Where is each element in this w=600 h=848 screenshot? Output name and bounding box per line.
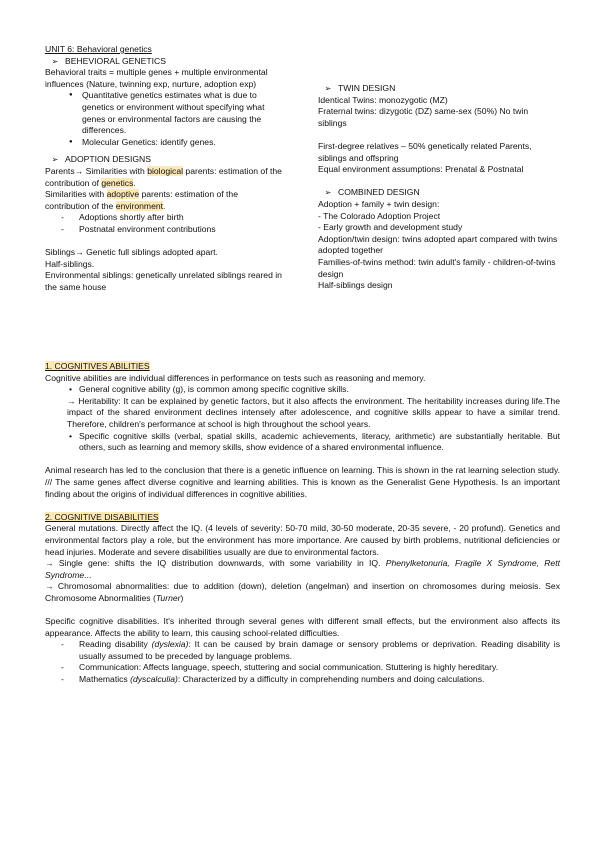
- adoption-parents: Parents→ Similarities with biological parents: estimation of the contribution of genetics.: [45, 165, 282, 188]
- behavioral-heading: ➢ BEHEVIORAL GENETICS: [45, 56, 283, 68]
- list-item: • Specific cognitive skills (verbal, spatial skills, academic achievements, literacy, arithmetic) are substantially heritable. But others, such as learning and memory skills, show evidence of a shared environmental influence.: [69, 431, 560, 454]
- combined-line: - Early growth and development study: [318, 222, 463, 233]
- arrowhead-bullet-icon: ➢: [51, 155, 59, 165]
- list-item: - Mathematics (dyscalculia): Characterized by a difficulty in comprehending numbers and doing calculations.: [61, 674, 560, 686]
- combined-line: Adoption/twin design: twins adopted apart compared with twins adopted together: [318, 233, 558, 256]
- adoption-dash-list: [45, 212, 283, 235]
- combined-line: - The Colorado Adoption Project: [318, 210, 441, 221]
- list-item: - Postnatal environment contributions: [61, 224, 283, 236]
- cognitive-list-1: [45, 384, 560, 396]
- twin-identical: Identical Twins: monozygotic (MZ): [318, 94, 448, 105]
- twin-first-degree: First-degree relatives – 50% genetically related Parents, siblings and offspring: [318, 140, 532, 163]
- cognitive-heading: 1. COGNITIVES ABILITIES: [45, 361, 150, 371]
- cognitive-heritability: → Heritability: It can be explained by genetic factors, but it also affects the environment. The heritability increases during life.The impact of the shared environment declines intensely after adolescence, and cognitive skills appear to have a similar trend. Therefore, children's performance at school is high throughout the school years.: [67, 395, 560, 429]
- adoption-similarities: Similarities with adoptive parents: estimation of the contribution of the environment.: [45, 189, 238, 211]
- highlight: environment: [115, 200, 164, 211]
- combined-line: Adoption + family + twin design:: [318, 198, 440, 209]
- arrowhead-bullet-icon: ➢: [51, 56, 59, 66]
- main-body: [45, 361, 560, 686]
- list-item: • General cognitive ability (g), is common among specific cognitive skills.: [69, 384, 560, 396]
- unit-title: UNIT 6: Behavioral genetics: [45, 44, 152, 54]
- behavioral-intro: Behavioral traits = multiple genes + multiple environmental influences (Nature, twinning exp, nurture, adoption exp): [45, 67, 268, 89]
- arrowhead-bullet-icon: ➢: [324, 188, 332, 198]
- adoption-siblings: Siblings→ Genetic full siblings adopted apart.: [45, 247, 218, 258]
- list-item: - Reading disability (dyslexia): It can be caused by brain damage or sensory problems or deprivation. Reading disability is usually assumed to be preceded by language problems.: [61, 639, 560, 662]
- right-column: [318, 83, 558, 292]
- adoption-heading: ➢ ADOPTION DESIGNS: [45, 154, 283, 166]
- cognitive-research: Animal research has led to the conclusion that there is a genetic influence on learning. This is shown in the rat learning selection study. /// The same genes affect diverse cognitive and learning abilities. This is known as the Generalist Gene Hypothesis. Is an important finding about the origins of individual differences in cognitive abilities.: [45, 465, 560, 499]
- behavioral-bullets: [45, 90, 283, 148]
- left-column: [45, 44, 283, 293]
- twin-fraternal: Fraternal twins: dizygotic (DZ) same-sex (50%) No twin siblings: [318, 106, 529, 128]
- combined-heading: ➢ COMBINED DESIGN: [318, 187, 558, 199]
- combined-line: Half-siblings design: [318, 280, 393, 291]
- disabilities-list: [45, 639, 560, 685]
- cognitive-intro: Cognitive abilities are individual differences in performance on tests such as reasoning and memory.: [45, 372, 426, 383]
- disabilities-heading: 2. COGNITIVE DISABILITIES: [45, 511, 159, 522]
- disabilities-specific: Specific cognitive disabilities. It's inherited through several genes with different small effects, but the environment also affects its appearance. Affects the ability to learn, this causing school-related difficulties.: [45, 616, 560, 638]
- arrowhead-bullet-icon: ➢: [324, 84, 332, 93]
- disabilities-general: General mutations. Directly affect the IQ. (4 levels of severity: 50-70 mild, 30-50 moderate, 20-35 severe, - 20 profund). Genetics and environmental factors play a role, but the environment has more importance. Are caused by birth problems, nutritional deficiencies or head injuries. Moderate and severe disabilities usually are due to environmental factors.: [45, 523, 560, 557]
- twin-heading: ➢ TWIN DESIGN: [318, 83, 558, 95]
- list-item: ● Molecular Genetics: identify genes.: [69, 137, 283, 149]
- adoption-env-siblings: Environmental siblings: genetically unrelated siblings reared in the same house: [45, 270, 282, 292]
- highlight: biological: [147, 165, 184, 176]
- disabilities-chromosomal: → Chromosomal abnormalities: due to addition (down), deletion (angelman) and insertion on chromosomes during meiosis. Sex Chromosome Abnormalities (Turner): [45, 581, 560, 603]
- list-item: - Communication: Affects language, speech, stuttering and social communication. Stuttering is highly hereditary.: [61, 662, 560, 674]
- cognitive-list-2: [45, 431, 560, 454]
- twin-equal-env: Equal environment assumptions: Prenatal & Postnatal: [318, 164, 524, 175]
- list-item: ● Quantitative genetics estimates what is due to genetics or environment without specifying what genes or environmental factors are causing the differences.: [69, 90, 283, 136]
- adoption-half-siblings: Half-siblings.: [45, 258, 95, 269]
- highlight: adoptive: [106, 189, 140, 200]
- highlight: genetics: [101, 177, 134, 188]
- list-item: - Adoptions shortly after birth: [61, 212, 283, 224]
- combined-line: Families-of-twins method: twin adult's family - children-of-twins design: [318, 256, 556, 279]
- disabilities-single-gene: → Single gene: shifts the IQ distribution downwards, with some variability in IQ. Phenylketonuria, Fragile X Syndrome, Rett Syndrome...: [45, 558, 560, 580]
